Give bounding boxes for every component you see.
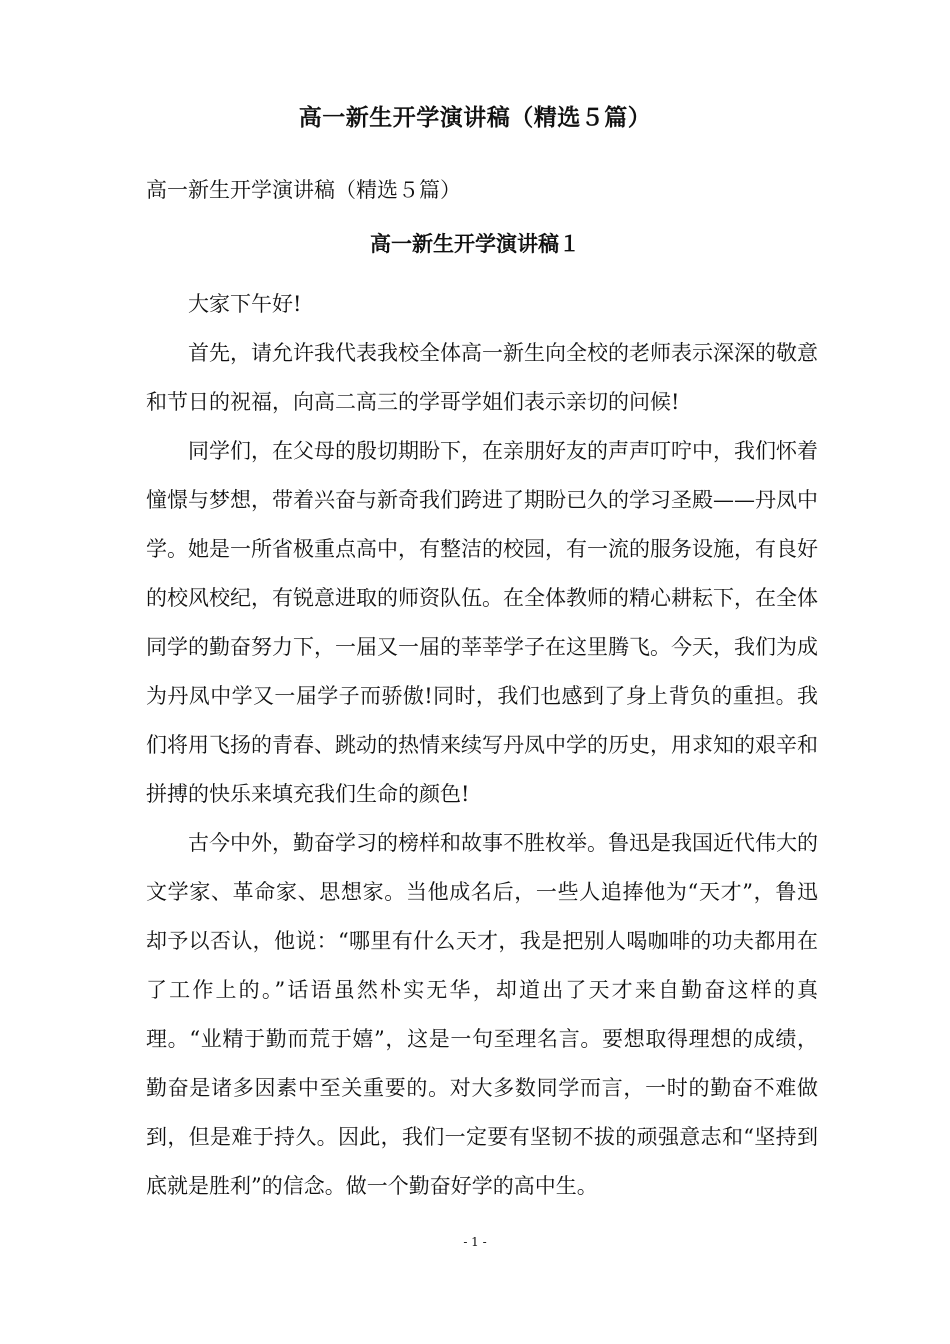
paragraph-school-intro: 同学们，在父母的殷切期盼下，在亲朋好友的声声叮咛中，我们怀着憧憬与梦想，带着兴奋与新奇我们跨进了期盼已久的学习圣殿——丹凤中学。她是一所省极重点高中，有整洁的校园，有一流的服务设施，有良好的校风校纪，有锐意进取的师资队伍。在全体教师的精心耕耘下，在全体同学的勤奋努力下，一届又一届的莘莘学子在这里腾飞。今天，我们为成为丹凤中学又一届学子而骄傲!同时，我们也感到了身上背负的重担。我们将用飞扬的青春、跳动的热情来续写丹凤中学的历史，用求知的艰辛和拼搏的快乐来填充我们生命的颜色! [146,439,818,806]
document-subtitle: 高一新生开学演讲稿（精选５篇） [146,178,461,202]
paragraph-greeting: 大家下午好! [188,292,302,316]
paragraph-diligence: 古今中外，勤奋学习的榜样和故事不胜枚举。鲁迅是我国近代伟大的文学家、革命家、思想家。当他成名后，一些人追捧他为“天才”，鲁迅却予以否认，他说：“哪里有什么天才，我是把别人喝咖啡的功夫都用在了工作上的。”话语虽然朴实无华，却道出了天才来自勤奋这样的真理。“业精于勤而荒于嬉”，这是一句至理名言。要想取得理想的成绩，勤奋是诸多因素中至关重要的。对大多数同学而言，一时的勤奋不难做到，但是难于持久。因此，我们一定要有坚韧不拔的顽强意志和“坚持到底就是胜利”的信念。做一个勤奋好学的高中生。 [146,831,818,1198]
document-title: 高一新生开学演讲稿（精选５篇） [298,104,652,131]
speech-body [146,280,818,1211]
paragraph-opening: 首先，请允许我代表我校全体高一新生向全校的老师表示深深的敬意和节日的祝福，向高二高三的学哥学姐们表示亲切的问候! [146,341,818,414]
page-number: - 1 - [463,1235,487,1249]
section-heading: 高一新生开学演讲稿１ [370,231,580,256]
